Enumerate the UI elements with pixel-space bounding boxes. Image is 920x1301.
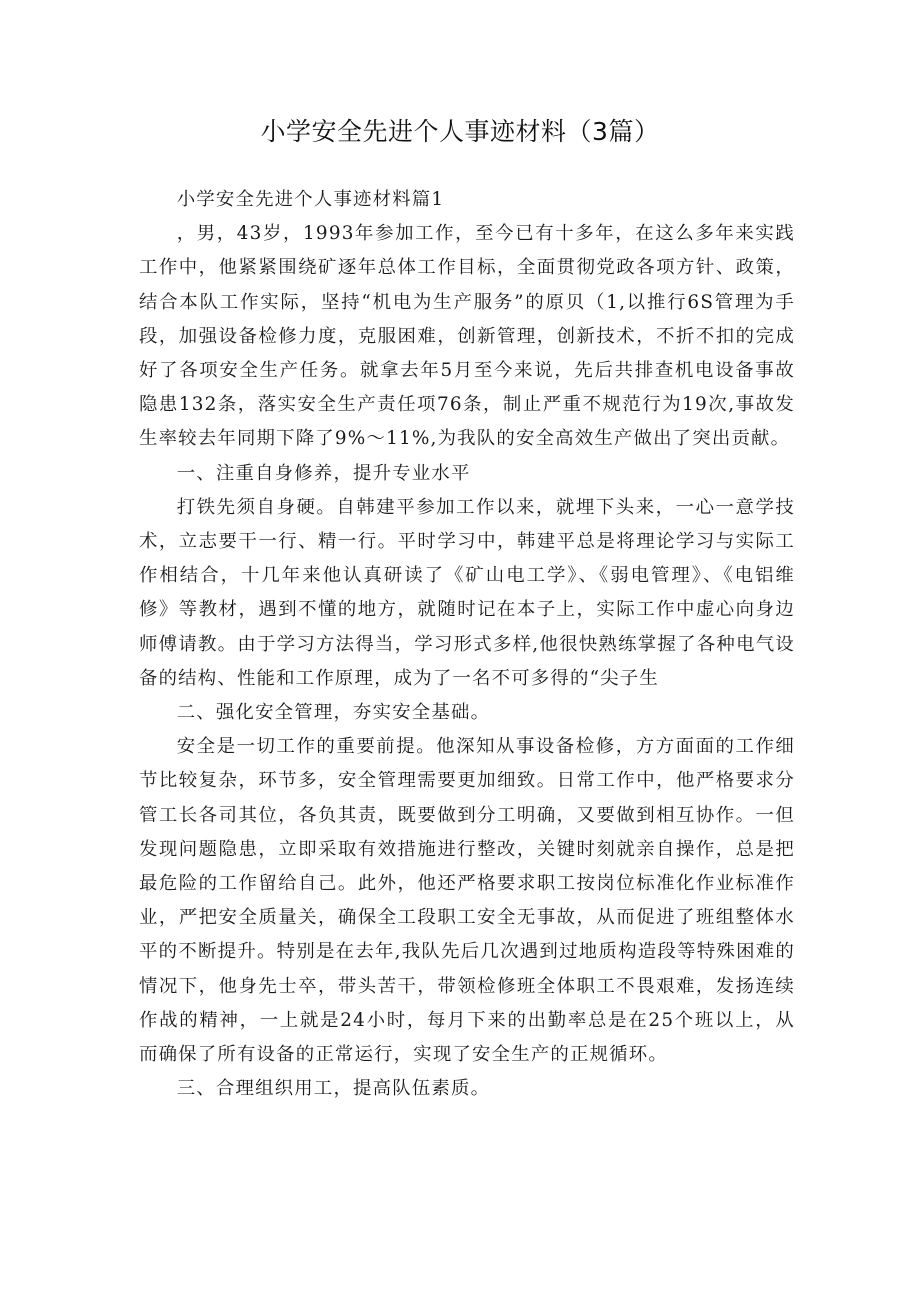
section-heading-1: 一、注重自身修养，提升专业水平 — [176, 462, 471, 484]
paragraph-intro: ，男，43岁，1993年参加工作，至今已有十多年，在这么多年来实践工作中，他紧紧围绕矿逐年总体工作目标，全面贯彻党政各项方针、政策，结合本队工作实际，坚持“机电为生产服务”的原贝（1,以推行6S管理为手段，加强设备检修力度，克服困难，创新管理，创新技术，不折不扣的完成好了各项安全生产任务。就拿去年5月至今来说，先后共排查机电设备事故隐患132条，落实安全生产责任项76条，制止严重不规范行为19次,事故发生率较去年同期下降了9%～11%,为我队的安全高效生产做出了突出贡献。 — [139, 223, 795, 450]
paragraph-section-1: 打铁先须自身硬。自韩建平参加工作以来，就埋下头来，一心一意学技术，立志要干一行、精一行。平时学习中，韩建平总是将理论学习与实际工作相结合，十几年来他认真研读了《矿山电工学》、《弱电管理》、《电铝维修》等教材，遇到不懂的地方，就随时记在本子上，实际工作中虚心向身边师傅请教。由于学习方法得当，学习形式多样,他很快熟练掌握了各种电气设备的结构、性能和工作原理，成为了一名不可多得的“尖子生 — [139, 496, 795, 689]
document-body — [139, 183, 795, 1106]
document-title: 小学安全先进个人事迹材料（3篇） — [260, 117, 660, 146]
section-heading-3: 三、合理组织用工，提高队伍素质。 — [176, 1078, 491, 1100]
paragraph-section-2: 安全是一切工作的重要前提。他深知从事设备检修，方方面面的工作细节比较复杂，环节多，安全管理需要更加细致。日常工作中，他严格要求分管工长各司其位，各负其责，既要做到分工明确，又要做到相互协作。一但发现问题隐患，立即采取有效措施进行整改，关键时刻就亲自操作，总是把最危险的工作留给自己。此外，他还严格要求职工按岗位标准化作业标准作业，严把安全质量关，确保全工段职工安全无事故，从而促进了班组整体水平的不断提升。特别是在去年,我队先后几次遇到过地质构造段等特殊困难的情况下，他身先士卒，带头苦干，带领检修班全体职工不畏艰难，发扬连续作战的精神，一上就是24小时，每月下来的出勤率总是在25个班以上，从而确保了所有设备的正常运行，实现了安全生产的正规循环。 — [139, 736, 795, 1066]
section-heading-article-1: 小学安全先进个人事迹材料篇1 — [176, 189, 445, 210]
section-heading-2: 二、强化安全管理，夯实安全基础。 — [176, 702, 491, 724]
